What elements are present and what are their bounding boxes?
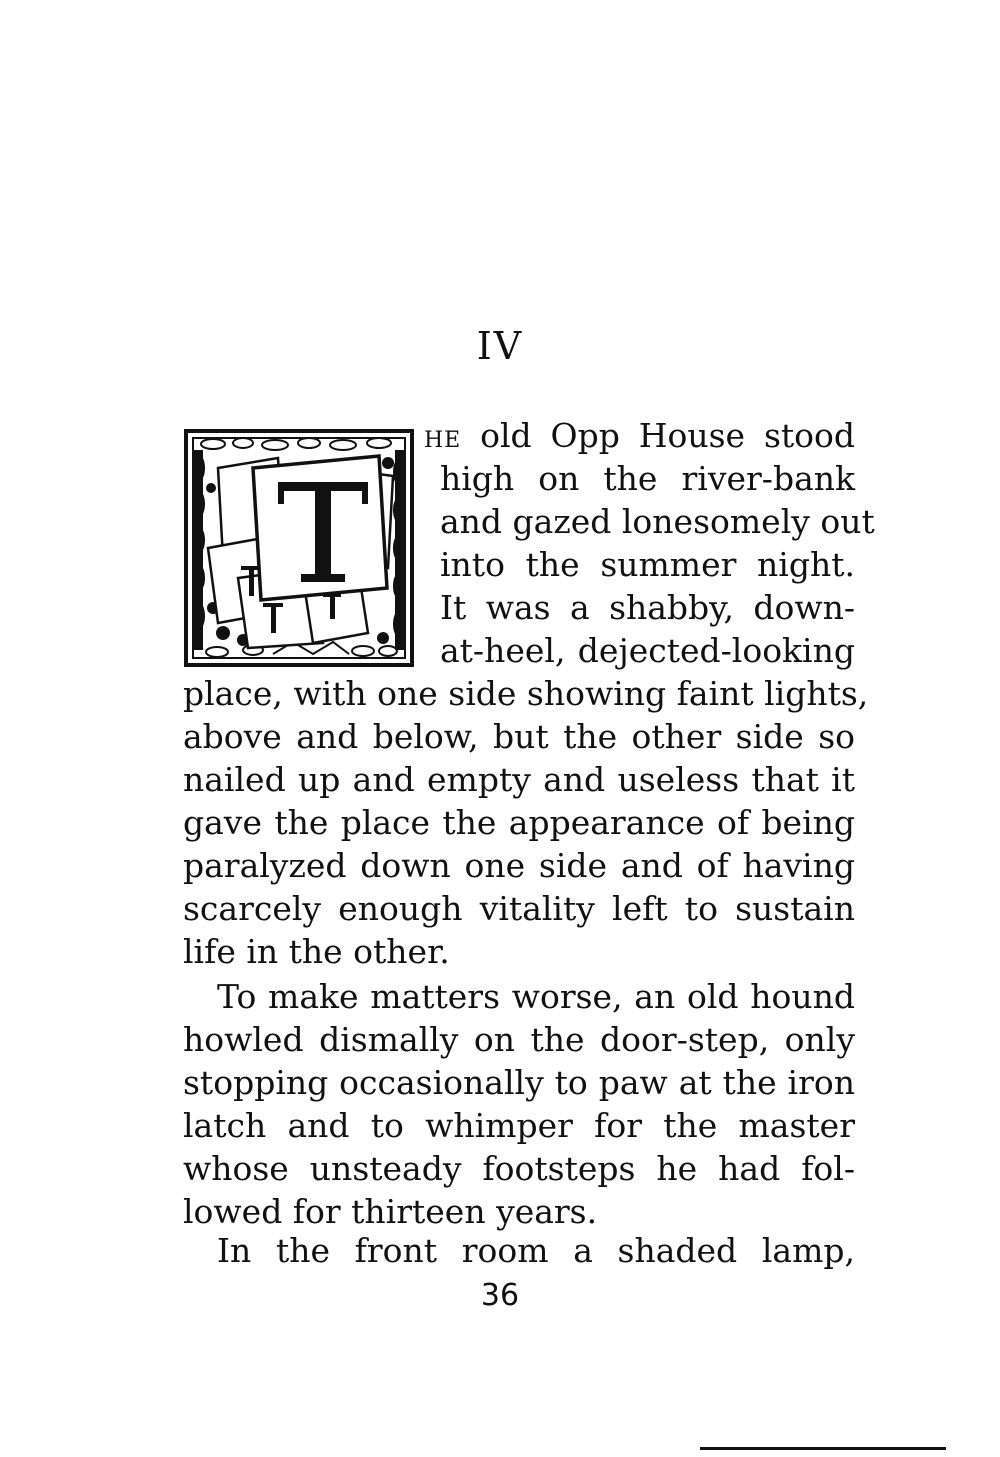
page-number: 36 xyxy=(480,1278,520,1313)
chapter-heading: IV xyxy=(476,324,524,368)
text-line-8: above and below, but the other side so xyxy=(183,717,855,756)
text-line-6: at-heel, dejected-looking xyxy=(440,631,855,670)
text-line-4: into the summer night. xyxy=(440,545,855,584)
text-line-11: paralyzed down one side and of having xyxy=(183,846,855,885)
scan-edge-line xyxy=(700,1447,946,1450)
text-line-7: place, with one side showing faint lights, xyxy=(183,674,869,713)
text-line-13: life in the other. xyxy=(183,932,450,971)
text-line-12: scarcely enough vitality left to sustain xyxy=(183,889,855,928)
decorated-initial-t xyxy=(183,428,415,668)
text-line-5: It was a shabby, down- xyxy=(440,588,855,627)
text-line-2: high on the river-bank xyxy=(440,459,855,498)
text-line-18: whose unsteady footsteps he had fol- xyxy=(183,1149,855,1188)
text-line-10: gave the place the appearance of being xyxy=(183,803,855,842)
drop-cap-illustration xyxy=(183,428,415,668)
text-line-20: In the front room a shaded lamp, xyxy=(217,1231,855,1270)
text-line-9: nailed up and empty and useless that it xyxy=(183,760,855,799)
initial-smallcaps: HE xyxy=(424,428,462,453)
text-line-14: To make matters worse, an old hound xyxy=(217,977,855,1016)
text-line-15: howled dismally on the door-step, only xyxy=(183,1020,855,1059)
text-line-1-rest: old Opp House stood xyxy=(461,416,855,455)
text-line-19: lowed for thirteen years. xyxy=(183,1192,598,1231)
text-line-1 xyxy=(424,414,855,462)
text-line-16: stopping occasionally to paw at the iron xyxy=(183,1063,855,1102)
text-line-17: latch and to whimper for the master xyxy=(183,1106,855,1145)
text-line-3: and gazed lonesomely out xyxy=(440,502,875,541)
